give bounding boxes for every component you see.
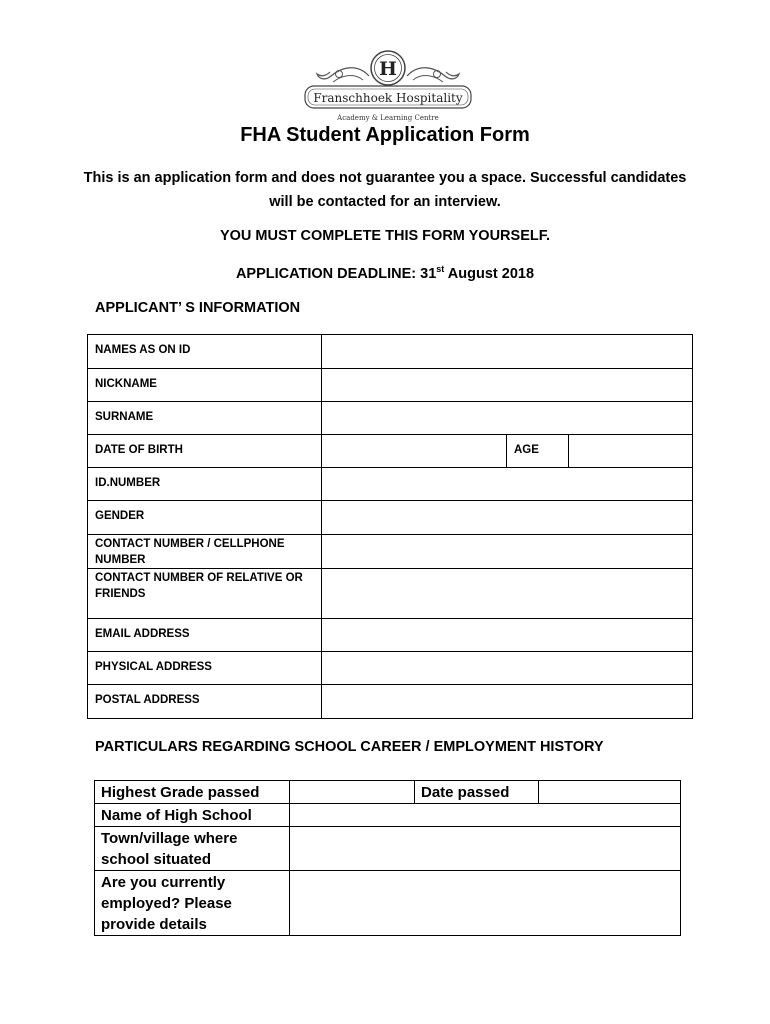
- table-row: [88, 369, 693, 402]
- table-row: [88, 685, 693, 719]
- field-label-id-number: ID.NUMBER: [88, 468, 322, 501]
- form-title: FHA Student Application Form: [240, 124, 530, 146]
- field-label-relative-contact: CONTACT NUMBER OF RELATIVE OR FRIENDS: [88, 569, 322, 619]
- field-input-dob[interactable]: [322, 435, 507, 468]
- logo-emblem: [303, 46, 473, 124]
- field-input-gender[interactable]: [322, 501, 693, 535]
- field-input-email[interactable]: [322, 619, 693, 652]
- applicant-section-heading: APPLICANT’ S INFORMATION: [95, 300, 301, 316]
- field-input-postal-address[interactable]: [322, 685, 693, 719]
- table-row: [88, 619, 693, 652]
- field-label-age: AGE: [507, 435, 569, 468]
- field-label-gender: GENDER: [88, 501, 322, 535]
- table-row: [88, 468, 693, 501]
- table-row: [95, 804, 681, 827]
- field-label-cellphone: CONTACT NUMBER / CELLPHONE NUMBER: [88, 535, 322, 569]
- table-row: [88, 652, 693, 685]
- deadline-text: [0, 264, 770, 282]
- field-input-employment[interactable]: [290, 871, 681, 936]
- academy-logo: [303, 46, 473, 124]
- field-input-physical-address[interactable]: [322, 652, 693, 685]
- table-row: [95, 827, 681, 871]
- field-label-employment: Are you currently employed? Please provide details: [95, 871, 290, 936]
- table-row: [88, 335, 693, 369]
- table-row: [95, 781, 681, 804]
- field-input-school-town[interactable]: [290, 827, 681, 871]
- field-input-high-school[interactable]: [290, 804, 681, 827]
- table-row: [88, 535, 693, 569]
- notice-text: YOU MUST COMPLETE THIS FORM YOURSELF.: [219, 228, 551, 244]
- field-label-nickname: NICKNAME: [88, 369, 322, 402]
- table-row: [88, 435, 693, 468]
- field-label-high-school: Name of High School: [95, 804, 290, 827]
- field-label-school-town: Town/village where school situated: [95, 827, 290, 871]
- deadline-suffix: st: [436, 264, 445, 274]
- field-input-nickname[interactable]: [322, 369, 693, 402]
- applicant-info-table: [87, 334, 693, 719]
- field-input-age[interactable]: [569, 435, 693, 468]
- table-row: [88, 402, 693, 435]
- field-input-cellphone[interactable]: [322, 535, 693, 569]
- field-input-relative-contact[interactable]: [322, 569, 693, 619]
- field-input-names[interactable]: [322, 335, 693, 369]
- school-section-heading: PARTICULARS REGARDING SCHOOL CAREER / EMPLOYMENT HISTORY: [95, 739, 604, 755]
- field-label-surname: SURNAME: [88, 402, 322, 435]
- field-label-email: EMAIL ADDRESS: [88, 619, 322, 652]
- logo-name: Franschhoek Hospitality: [313, 91, 463, 105]
- intro-text: This is an application form and does not guarantee you a space. Successful candidates will be contacted for an interview.: [83, 170, 687, 210]
- logo-letter: H: [379, 58, 397, 80]
- table-row: [88, 501, 693, 535]
- field-input-date-passed[interactable]: [539, 781, 681, 804]
- field-label-names: NAMES AS ON ID: [88, 335, 322, 369]
- field-label-physical-address: PHYSICAL ADDRESS: [88, 652, 322, 685]
- deadline-date: August 2018: [444, 266, 535, 282]
- table-row: [88, 569, 693, 619]
- field-label-postal-address: POSTAL ADDRESS: [88, 685, 322, 719]
- logo-tagline: Academy & Learning Centre: [337, 114, 439, 122]
- field-label-dob: DATE OF BIRTH: [88, 435, 322, 468]
- field-input-id-number[interactable]: [322, 468, 693, 501]
- field-input-highest-grade[interactable]: [290, 781, 415, 804]
- field-label-highest-grade: Highest Grade passed: [95, 781, 290, 804]
- deadline-prefix: APPLICATION DEADLINE: 31: [235, 266, 437, 282]
- school-career-table: [94, 780, 681, 936]
- field-input-surname[interactable]: [322, 402, 693, 435]
- table-row: [95, 871, 681, 936]
- field-label-date-passed: Date passed: [415, 781, 539, 804]
